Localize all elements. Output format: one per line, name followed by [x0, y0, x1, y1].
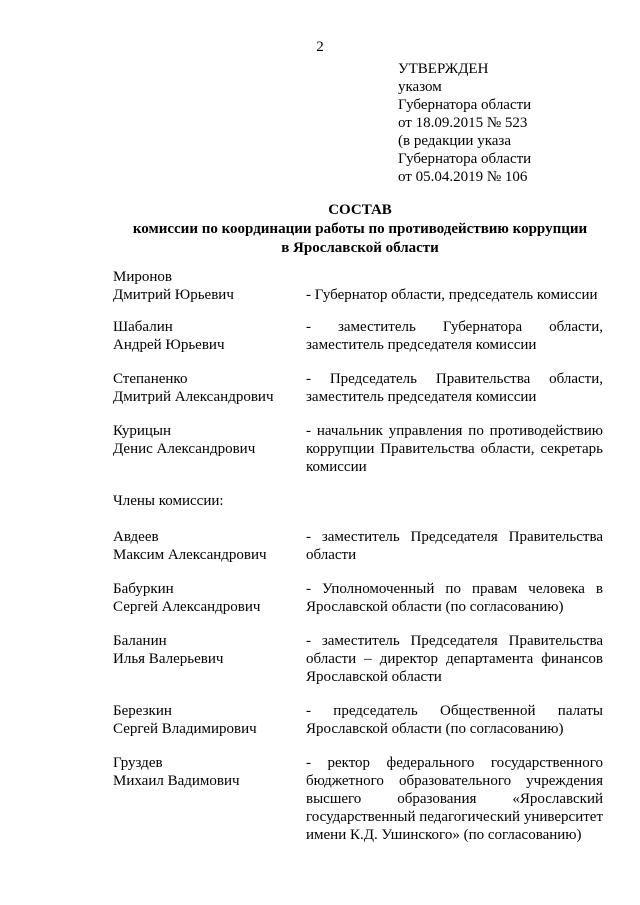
approval-line: от 18.09.2015 № 523: [398, 115, 528, 131]
member-role: - ректор федерального государственного бюджетного образовательного учреждения высшего образования «Ярославский государственный педагогический университет имени К.Д. Ушинского» (по согласованию): [306, 755, 603, 843]
commission-list: [113, 268, 603, 844]
member-name: [113, 370, 306, 406]
approval-line: от 05.04.2019 № 106: [398, 169, 528, 185]
member-role: - Уполномоченный по правам человека в Ярославской области (по согласованию): [306, 581, 603, 615]
member-surname: Шабалин: [113, 319, 173, 335]
member-name: [113, 580, 306, 616]
member-row: [113, 632, 603, 686]
member-role: - председатель Общественной палаты Ярославской области (по согласованию): [306, 703, 603, 737]
approval-line: УТВЕРЖДЕН: [398, 61, 489, 77]
members-section-label: Члены комиссии:: [113, 493, 224, 509]
member-row: [113, 754, 603, 844]
member-given-name: Сергей Александрович: [113, 599, 261, 615]
member-surname: Степаненко: [113, 371, 188, 387]
member-row: [113, 422, 603, 476]
member-name: [113, 318, 306, 354]
title-heading: СОСТАВ: [328, 202, 392, 218]
member-surname: Авдеев: [113, 529, 159, 545]
member-role: - заместитель Председателя Правительства области: [306, 529, 603, 563]
member-name: [113, 632, 306, 668]
member-row: [113, 702, 603, 738]
member-row: [113, 268, 603, 304]
approval-line: Губернатора области: [398, 97, 532, 113]
member-surname: Курицын: [113, 423, 172, 439]
member-given-name: Дмитрий Юрьевич: [113, 287, 234, 303]
approval-line: Губернатора области: [398, 151, 532, 167]
member-surname: Березкин: [113, 703, 172, 719]
member-name: [113, 754, 306, 790]
member-name: [113, 528, 306, 564]
page-number: 2: [316, 39, 324, 55]
member-given-name: Сергей Владимирович: [113, 721, 257, 737]
member-surname: Груздев: [113, 755, 163, 771]
member-given-name: Денис Александрович: [113, 441, 256, 457]
member-row: [113, 580, 603, 616]
member-role: - заместитель Председателя Правительства области – директор департамента финансов Ярославской области: [306, 633, 603, 685]
title-line: в Ярославской области: [281, 240, 439, 256]
member-surname: Баланин: [113, 633, 167, 649]
member-surname: Миронов: [113, 269, 172, 285]
member-role: - Председатель Правительства области, заместитель председателя комиссии: [306, 371, 603, 405]
member-given-name: Дмитрий Александрович: [113, 389, 274, 405]
member-given-name: Андрей Юрьевич: [113, 337, 225, 353]
member-row: [113, 318, 603, 354]
member-role: - Губернатор области, председатель комиссии: [306, 287, 598, 303]
member-name: [113, 268, 306, 304]
member-row: [113, 528, 603, 564]
member-given-name: Михаил Вадимович: [113, 773, 240, 789]
member-surname: Бабуркин: [113, 581, 174, 597]
approval-stamp: [398, 60, 598, 186]
title-line: комиссии по координации работы по противодействию коррупции: [132, 221, 588, 237]
document-title: [112, 201, 608, 258]
member-given-name: Максим Александрович: [113, 547, 267, 563]
approval-line: указом: [398, 79, 442, 95]
member-given-name: Илья Валерьевич: [113, 651, 224, 667]
member-row: [113, 370, 603, 406]
approval-line: (в редакции указа: [398, 133, 511, 149]
member-role: - начальник управления по противодействию коррупции Правительства области, секретарь комиссии: [306, 423, 603, 475]
member-name: [113, 702, 306, 738]
member-role: - заместитель Губернатора области, заместитель председателя комиссии: [306, 319, 603, 353]
member-name: [113, 422, 306, 458]
